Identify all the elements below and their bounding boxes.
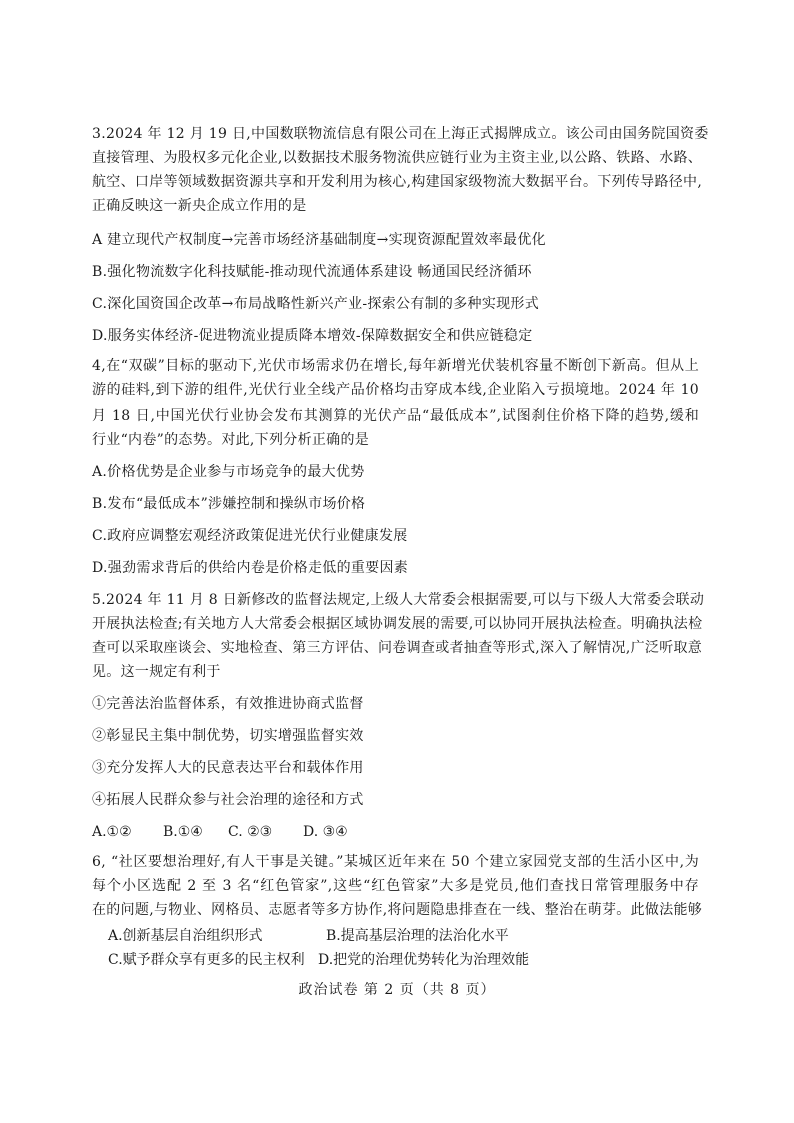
q6-stem-line: 6, “社区要想治理好,有人干事是关键。”某城区近年来在 50 个建立家园党支部的生活小区中,为 <box>92 854 699 870</box>
q4-stem-line: 行业“内卷”的态势。对此,下列分析正确的是 <box>92 432 370 448</box>
q3-stem-line: 直接管理、为股权多元化企业,以数据技术服务物流供应链行业为主资主业,以公路、铁路、水路、 <box>92 150 703 166</box>
q4-option-c: C.政府应调整宏观经济政策促进光伏行业健康发展 <box>92 528 408 544</box>
q5-stem-line: 5.2024 年 11 月 8 日新修改的监督法规定,上级人大常委会根据需要,可以与下级人大常委会联动 <box>92 592 705 608</box>
q6-option-b: B.提高基层治理的法治化水平 <box>326 928 509 944</box>
q5-stem-line: 开展执法检查;有关地方人大常委会根据区域协调发展的需要,可以协同开展执法检查。明确执法检 <box>92 616 703 632</box>
q3-option-d: D.服务实体经济-促进物流业提质降本增效-保障数据安全和供应链稳定 <box>92 328 533 344</box>
q4-option-b: B.发布“最低成本”涉嫌控制和操纵市场价格 <box>92 496 366 512</box>
q5-item-2: ②彰显民主集中制优势，切实增强监督实效 <box>92 728 364 744</box>
page-footer: 政治试卷 第 2 页（共 8 页） <box>298 982 496 998</box>
q3-stem-line: 正确反映这一新央企成立作用的是 <box>92 198 307 214</box>
q5-item-3: ③充分发挥人大的民意表达平台和载体作用 <box>92 760 364 776</box>
q5-stem-line: 见。这一规定有利于 <box>92 664 221 680</box>
q3-option-b: B.强化物流数字化科技赋能-推动现代流通体系建设 畅通国民经济循环 <box>92 264 532 280</box>
q4-option-d: D.强劲需求背后的供给内卷是价格走低的重要因素 <box>92 560 409 576</box>
q5-choice-a: A.①② <box>92 824 132 840</box>
q5-stem-line: 查可以采取座谈会、实地检查、第三方评估、问卷调查或者抽查等形式,深入了解情况,广泛听取意 <box>92 640 703 656</box>
q6-stem-line: 在的问题,与物业、网格员、志愿者等多方协作,将问题隐患排查在一线、整治在萌芽。此做法能够 <box>92 902 703 918</box>
q4-stem-line: 游的硅料,到下游的组件,光伏行业全线产品价格均击穿成本线,企业陷入亏损境地。2024 年 10 <box>92 382 699 398</box>
q6-option-d: D.把党的治理优势转化为治理效能 <box>318 952 530 968</box>
q3-option-c: C.深化国资国企改革→布局战略性新兴产业-探索公有制的多种实现形式 <box>92 296 540 312</box>
q5-choice-b: B.①④ <box>163 824 203 840</box>
q3-stem-line: 3.2024 年 12 月 19 日,中国数联物流信息有限公司在上海正式揭牌成立。该公司由国务院国资委 <box>92 126 709 142</box>
q3-option-a: A 建立现代产权制度→完善市场经济基础制度→实现资源配置效率最优化 <box>92 232 546 248</box>
q6-option-a: A.创新基层自治组织形式 <box>108 928 263 944</box>
q5-choice-d: D. ③④ <box>303 824 348 840</box>
q4-stem-line: 4,在“双碳”目标的驱动下,光伏市场需求仍在增长,每年新增光伏装机容量不断创下新高。但从上 <box>92 358 699 374</box>
q3-stem-line: 航空、口岸等领域数据资源共享和开发利用为核心,构建国家级物流大数据平台。下列传导路径中, <box>92 174 703 190</box>
q6-option-c: C.赋予群众享有更多的民主权利 <box>108 952 305 968</box>
q5-item-1: ①完善法治监督体系，有效推进协商式监督 <box>92 696 364 712</box>
q4-stem-line: 月 18 日,中国光伏行业协会发布其测算的光伏产品“最低成本”,试图刹住价格下降的趋势,缓和 <box>92 408 699 424</box>
q5-item-4: ④拓展人民群众参与社会治理的途径和方式 <box>92 792 364 808</box>
q4-option-a: A.价格优势是企业参与市场竞争的最大优势 <box>92 464 365 480</box>
q5-choice-c: C. ②③ <box>228 824 273 840</box>
q6-stem-line: 每个小区选配 2 至 3 名“红色管家”,这些“红色管家”大多是党员,他们查找日常管理服务中存 <box>92 878 699 894</box>
